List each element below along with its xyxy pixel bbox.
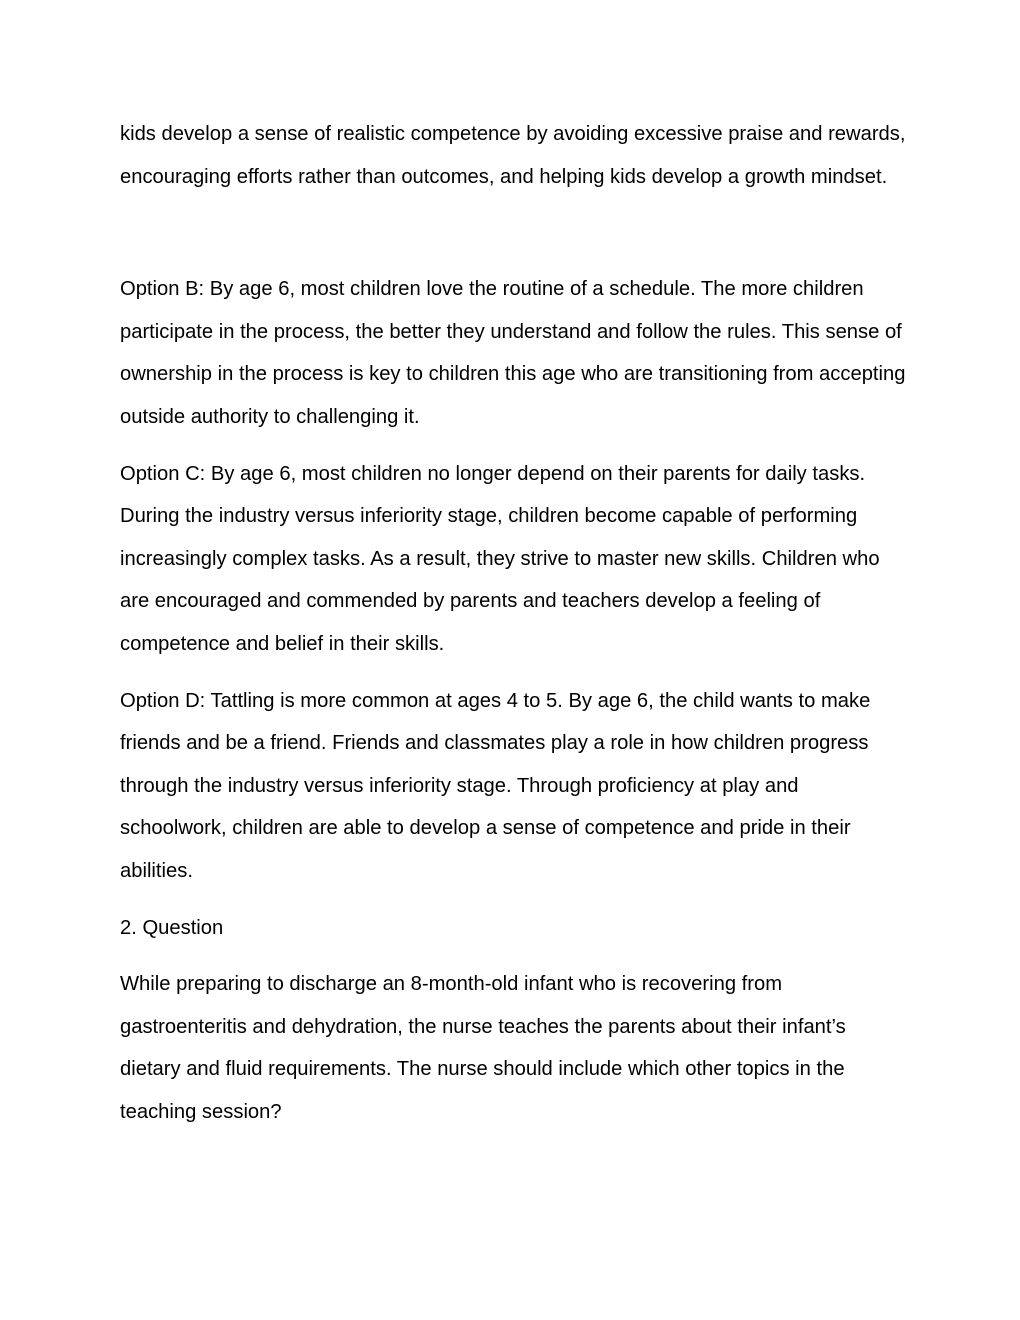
paragraph-option-c: Option C: By age 6, most children no longer depend on their parents for daily tasks. During the industry versus inferiority stage, children become capable of performing increasingly complex tasks. As a result, they strive to master new skills. Children who are encouraged and commended by parents and teachers develop a feeling of competence and belief in their skills. xyxy=(120,462,880,655)
document-body xyxy=(120,113,910,1133)
paragraph-option-b: Option B: By age 6, most children love the routine of a schedule. The more children participate in the process, the better they understand and follow the rules. This sense of ownership in the process is key to children this age who are transitioning from accepting outside authority to challenging it. xyxy=(120,278,906,428)
paragraph-spacer xyxy=(120,198,910,268)
paragraph-spacer xyxy=(120,893,910,907)
question-text: While preparing to discharge an 8-month-old infant who is recovering from gastroenteritis and dehydration, the nurse teaches the parents about their infant’s dietary and fluid requirements. The nurse should include which other topics in the teaching session? xyxy=(120,973,846,1123)
paragraph-continuation: kids develop a sense of realistic competence by avoiding excessive praise and rewards, encouraging efforts rather than outcomes, and helping kids develop a growth mindset. xyxy=(120,123,906,188)
paragraph-option-d: Option D: Tattling is more common at ages 4 to 5. By age 6, the child wants to make friends and be a friend. Friends and classmates play a role in how children progress through the industry versus inferiority stage. Through proficiency at play and schoolwork, children are able to develop a sense of competence and pride in their abilities. xyxy=(120,689,871,882)
paragraph-spacer xyxy=(120,949,910,963)
question-heading: 2. Question xyxy=(120,916,224,939)
paragraph-spacer xyxy=(120,666,910,680)
paragraph-spacer xyxy=(120,439,910,453)
